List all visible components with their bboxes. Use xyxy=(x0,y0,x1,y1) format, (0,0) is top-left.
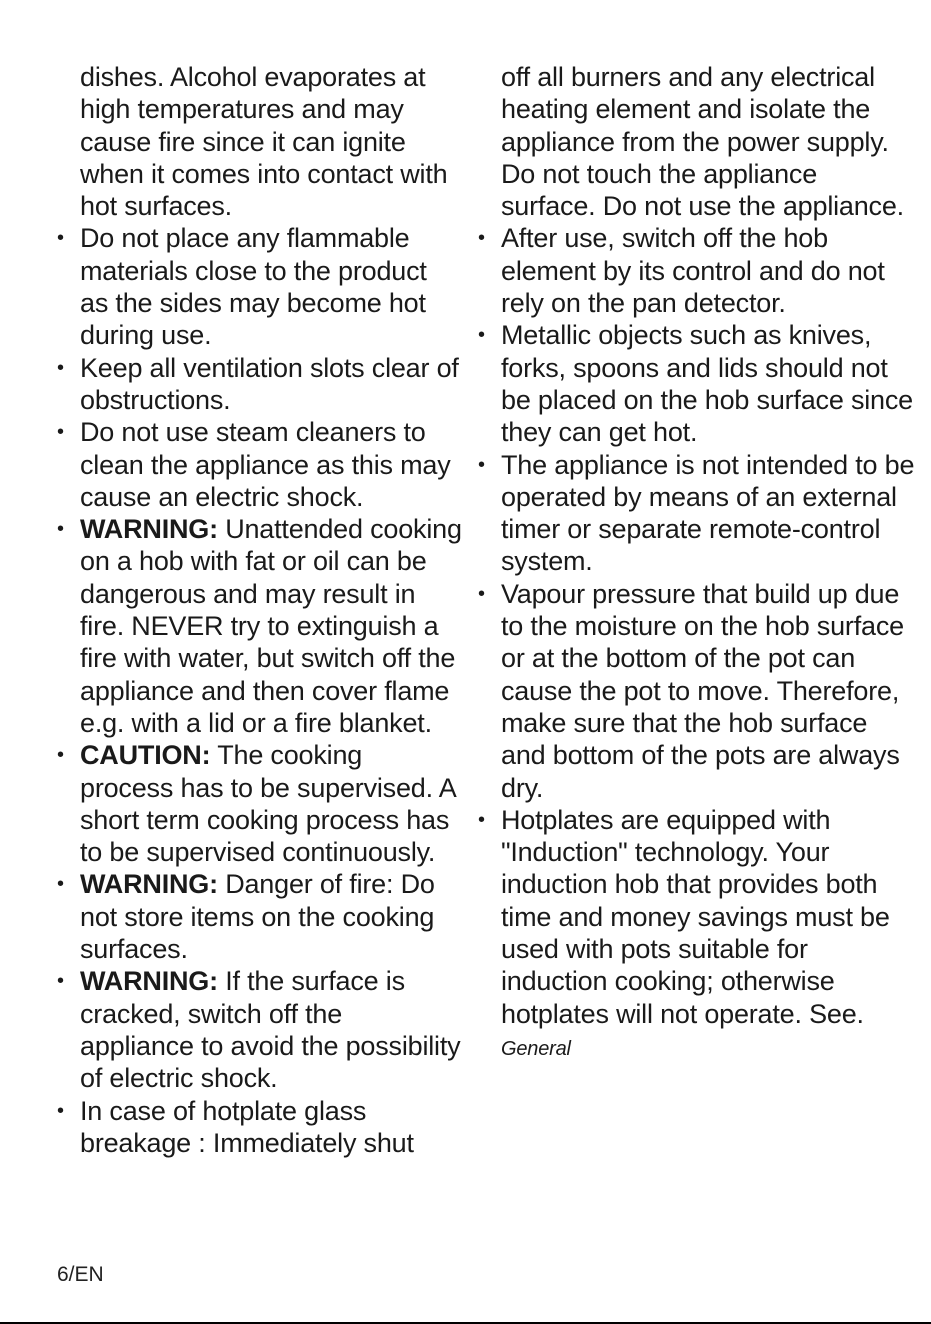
list-item xyxy=(478,449,918,578)
list-item-text: The appliance is not intended to be operated by means of an external timer or separate remote-control system. xyxy=(501,449,915,577)
bullet-icon: • xyxy=(57,421,64,444)
bullet-icon: • xyxy=(57,227,64,250)
list-item xyxy=(57,352,462,417)
caution-label: CAUTION: xyxy=(80,740,211,771)
warning-label: WARNING: xyxy=(80,514,218,545)
list-item-text: The cooking process has to be supervised. A short term cooking process has to be supervised continuously. xyxy=(80,740,456,868)
list-item-warning xyxy=(57,965,462,1094)
bullet-icon: • xyxy=(478,808,485,831)
list-item xyxy=(57,1095,462,1160)
list-item-text: Metallic objects such as knives, forks, spoons and lids should not be placed on the hob surface since they can get hot. xyxy=(501,320,913,448)
bullet-icon: • xyxy=(57,744,64,767)
list-item-text: Unattended cooking on a hob with fat or oil can be dangerous and may result in fire. NEVER try to extinguish a fire with water, but switch off the appliance and then cover flame e.g. with a lid or a fire blanket. xyxy=(80,514,462,738)
list-item xyxy=(478,578,918,804)
list-item xyxy=(478,804,918,1065)
list-item xyxy=(478,222,918,319)
continuation-paragraph: off all burners and any electrical heating element and isolate the appliance from the power supply. Do not touch the appliance surface. Do not use the appliance. xyxy=(501,62,904,222)
list-item-text: Do not place any flammable materials close to the product as the sides may become hot during use. xyxy=(80,223,427,351)
list-item-text: In case of hotplate glass breakage : Immediately shut xyxy=(80,1095,414,1158)
list-item-text: After use, switch off the hob element by its control and do not rely on the pan detector. xyxy=(501,223,885,319)
bullet-icon: • xyxy=(57,1099,64,1122)
bullet-icon: • xyxy=(478,227,485,250)
bullet-icon: • xyxy=(57,873,64,896)
bullet-icon: • xyxy=(478,582,485,605)
bullet-icon: • xyxy=(478,324,485,347)
list-item-text: Do not use steam cleaners to clean the appliance as this may cause an electric shock. xyxy=(80,417,451,512)
list-item xyxy=(57,222,462,351)
list-item-text: If the surface is cracked, switch off the appliance to avoid the possibility of electric shock. xyxy=(80,966,461,1094)
list-item-text: Hotplates are equipped with "Induction" technology. Your induction hob that provides both time and money savings must be used with pots suitable for induction cooking; otherwise hotplates will not operate. See. xyxy=(501,804,890,1029)
bullet-icon: • xyxy=(478,453,485,476)
list-item-caution xyxy=(57,739,462,868)
right-column xyxy=(478,61,918,1065)
list-item-text: Vapour pressure that build up due to the moisture on the hob surface or at the bottom of the pot can cause the pot to move. Therefore, make sure that the hob surface and bottom of the pots are always dry. xyxy=(501,578,904,803)
continuation-paragraph: dishes. Alcohol evaporates at high temperatures and may cause fire since it can ignite when it comes into contact with hot surfaces. xyxy=(80,62,448,222)
warning-label: WARNING: xyxy=(80,869,218,900)
bullet-icon: • xyxy=(57,970,64,993)
list-item-warning xyxy=(57,868,462,965)
bullet-icon: • xyxy=(57,356,64,379)
list-item-warning xyxy=(57,513,462,739)
left-column xyxy=(57,61,462,1159)
section-reference[interactable]: General xyxy=(501,1037,571,1060)
list-item-text: Danger of fire: Do not store items on the cooking surfaces. xyxy=(80,869,435,965)
list-item xyxy=(478,319,918,448)
list-item-text: Keep all ventilation slots clear of obstructions. xyxy=(80,352,459,415)
list-item xyxy=(57,416,462,513)
bullet-icon: • xyxy=(57,518,64,541)
page-number: 6/EN xyxy=(57,1263,104,1286)
warning-label: WARNING: xyxy=(80,966,218,997)
